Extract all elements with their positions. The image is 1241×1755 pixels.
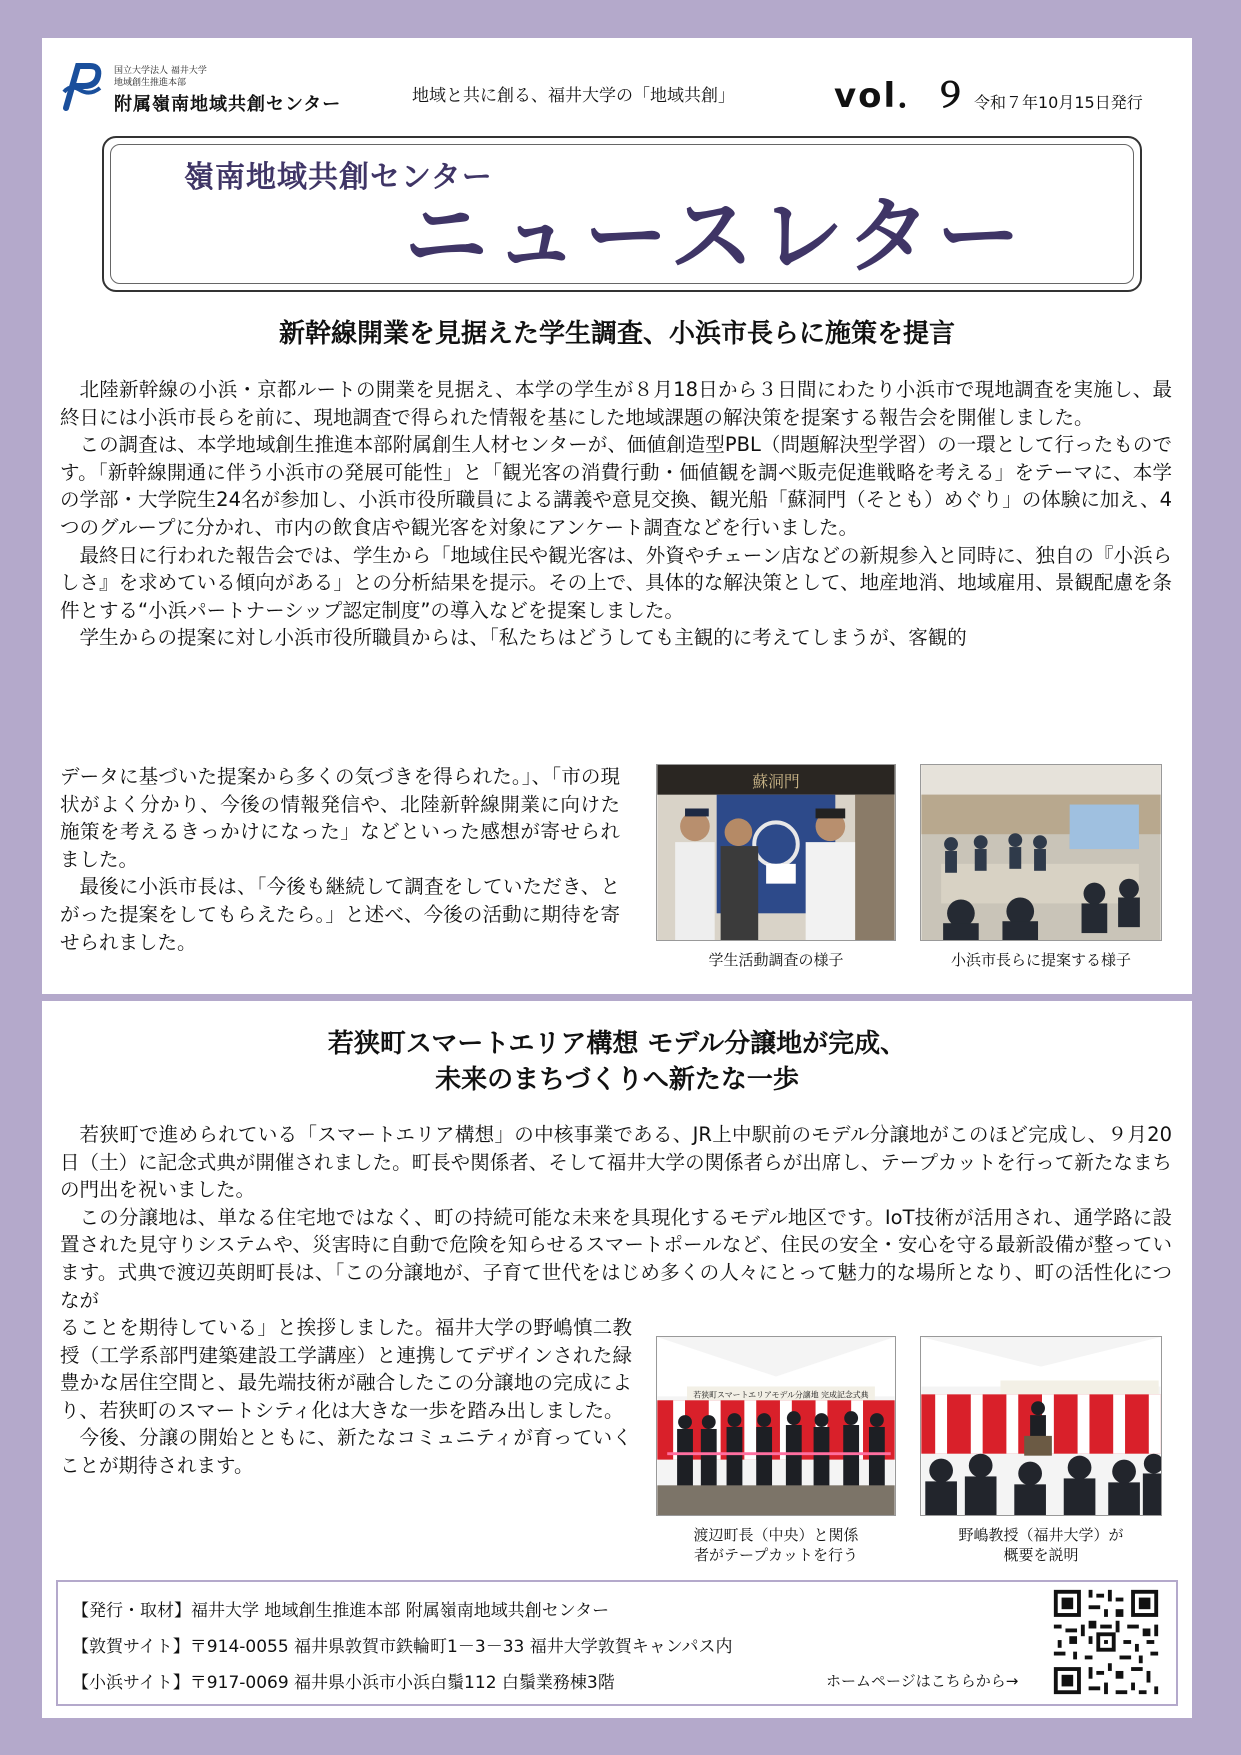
presentation-meeting-photo	[920, 764, 1162, 941]
homepage-note: ホームページはこちらから→	[826, 1672, 1019, 1690]
footer-publisher: 【発行・取材】福井大学 地域創生推進本部 附属嶺南地域共創センター	[72, 1601, 610, 1621]
article2-body-lower	[60, 1314, 632, 1480]
article1-caption2: 小浜市長らに提案する様子	[950, 951, 1131, 969]
homepage-qr-code-icon[interactable]	[1050, 1586, 1162, 1698]
article1-caption1: 学生活動調査の様子	[708, 951, 844, 969]
volume-number: vol．９	[834, 76, 970, 116]
photo-ceremony-banner: 若狭町スマートエリアモデル分譲地 完成記念式典	[693, 1390, 869, 1400]
article2-headline-line2: 未来のまちづくりへ新たな一歩	[435, 1065, 799, 1095]
article1-headline: 新幹線開業を見据えた学生調査、小浜市長らに施策を提言	[278, 319, 955, 349]
article1-body-lower	[60, 763, 620, 956]
article2-caption2-line1: 野嶋教授（福井大学）が	[958, 1526, 1124, 1544]
article1-paragraph: 最終日に行われた報告会では、学生から「地域住民や観光客は、外資やチェーン店などの新規参入と同時に、独自の『小浜らしさ』を求めている傾向がある」との分析結果を提示。その上で、具体的な解決策として、地産地消、地域雇用、景観配慮を条件とする“小浜パートナーシップ認定制度”の導入などを提案しました。	[60, 543, 1172, 622]
article2-paragraph: 若狭町で進められている「スマートエリア構想」の中核事業である、JR上中駅前のモデル分譲地がこのほど完成し、９月20日（土）に記念式典が開催されました。町長や関係者、そして福井大学の関係者らが出席し、テープカットを行って新たなまちの門出を祝いました。	[60, 1123, 1173, 1202]
org-line2: 地域創生推進本部	[114, 78, 187, 88]
article2-body-upper	[60, 1121, 1172, 1314]
org-name: 附属嶺南地域共創センター	[114, 94, 342, 115]
article2-caption1-line1: 渡辺町長（中央）と関係	[693, 1526, 859, 1544]
section-divider	[42, 994, 1192, 1001]
article1-paragraph: 北陸新幹線の小浜・京都ルートの開業を見据え、本学の学生が８月18日から３日間にわたり小浜市で現地調査を実施し、最終日には小浜市長らを前に、現地調査で得られた情報を基にした地域課題の解決策を提案する報告会を開催しました。	[60, 378, 1172, 429]
tape-cutting-photo	[656, 1336, 896, 1516]
professor-explanation-photo	[920, 1336, 1162, 1516]
article1-paragraph: 最後に小浜市長は、「今後も継続して調査をしていただき、とがった提案をしてもらえたら。」と述べ、今後の活動に期待を寄せられました。	[60, 875, 620, 954]
article1-paragraph: データに基づいた提案から多くの気づきを得られた。」、「市の現状がよく分かり、今後の情報発信や、北陸新幹線開業に向けた施策を考えるきっかけになった」などといった感想が寄せられました。	[60, 765, 620, 871]
article2-paragraph: ることを期待している」と挨拶しました。福井大学の野嶋慎二教授（工学系部門建築建設工学講座）と連携してデザインされた緑豊かな居住空間と、最先端技術が融合したこの分譲地の完成により、若狭町のスマートシティ化は大きな一歩を踏み出しました。	[60, 1316, 632, 1422]
university-logo-icon	[60, 62, 104, 112]
org-line1: 国立大学法人 福井大学	[114, 66, 207, 76]
article2-caption2-line2: 概要を説明	[1003, 1546, 1079, 1564]
tagline: 地域と共に創る、福井大学の「地域共創」	[412, 86, 735, 106]
footer-box	[56, 1580, 1178, 1706]
newsletter-page	[42, 38, 1192, 1718]
article1-paragraph: この調査は、本学地域創生推進本部附属創生人材センターが、価値創造型PBL（問題解決型学習）の一環として行ったものです。「新幹線開通に伴う小浜市の発展可能性」と「観光客の消費行動・価値観を調べ販売促進戦略を考える」をテーマに、本学の学部・大学院生24名が参加し、小浜市役所職員による講義や意見交換、観光船「蘇洞門（そとも）めぐり」の体験に加え、4つのグループに分かれ、市内の飲食店や観光客を対象にアンケート調査などを行いました。	[60, 433, 1172, 539]
article2-paragraph: 今後、分譲の開始とともに、新たなコミュニティが育っていくことが期待されます。	[60, 1426, 632, 1477]
photo-banner-text: 蘇洞門	[752, 771, 800, 791]
title-main: ニュースレター	[404, 187, 1027, 285]
article2-caption1-line2: 者がテープカットを行う	[694, 1546, 858, 1564]
issue-date: 令和７年10月15日発行	[974, 93, 1143, 112]
article1-body-upper	[60, 376, 1172, 652]
title-subtitle: 嶺南地域共創センター	[184, 160, 493, 195]
article1-paragraph: 学生からの提案に対し小浜市役所職員からは、「私たちはどうしても主観的に考えてしまうが、客観的	[79, 626, 967, 650]
footer-tsuruga-site: 【敦賀サイト】〒914-0055 福井県敦賀市鉄輪町1－3－33 福井大学敦賀キャンパス内	[72, 1637, 733, 1657]
student-survey-photo	[656, 764, 896, 941]
article2-paragraph: この分譲地は、単なる住宅地ではなく、町の持続可能な未来を具現化するモデル地区です。IoT技術が活用され、通学路に設置された見守りシステムや、災害時に自動で危険を知らせるスマートポールなど、住民の安全・安心を守る最新設備が整っています。式典で渡辺英朗町長は、「この分譲地が、子育て世代をはじめ多くの人々にとって魅力的な場所となり、町の活性化につなが	[60, 1205, 1172, 1312]
article2-headline-line1: 若狭町スマートエリア構想 モデル分譲地が完成、	[327, 1029, 907, 1059]
footer-obama-site: 【小浜サイト】〒917-0069 福井県小浜市小浜白鬚112 白鬚業務棟3階	[72, 1673, 615, 1693]
title-frame	[102, 136, 1142, 292]
